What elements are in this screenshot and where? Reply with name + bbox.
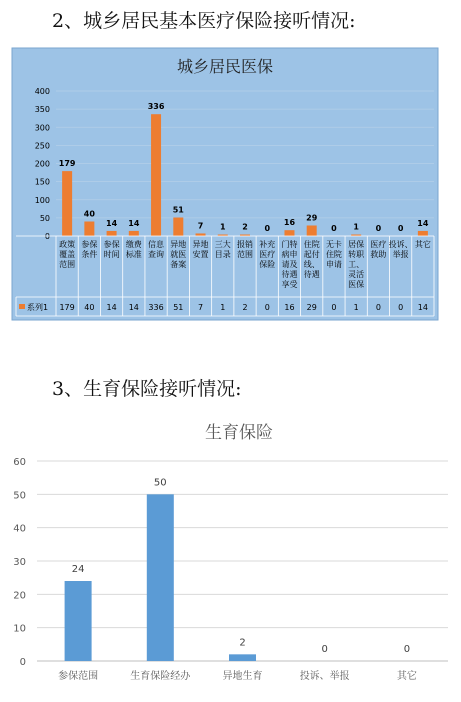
table-value: 51 <box>173 303 184 312</box>
category-label: 异地就医备案 <box>170 240 187 269</box>
category-label: 参保时间 <box>103 240 120 259</box>
bar <box>84 222 94 237</box>
data-label: 336 <box>147 102 165 112</box>
data-label: 0 <box>321 644 328 655</box>
chart-title: 生育保险 <box>205 423 273 443</box>
y-tick-label: 200 <box>34 159 50 169</box>
category-label: 信息查询 <box>148 240 165 259</box>
data-label: 50 <box>153 477 167 489</box>
table-value: 0 <box>264 303 270 312</box>
bar <box>62 171 72 236</box>
data-label: 40 <box>83 209 95 219</box>
table-value: 1 <box>353 303 359 312</box>
table-value: 1 <box>220 303 226 312</box>
data-label: 7 <box>197 221 204 231</box>
category-label: 政策覆盖范围 <box>59 240 76 269</box>
chart-title: 城乡居民医保 <box>176 57 274 76</box>
table-value: 40 <box>84 303 95 312</box>
y-tick-label: 400 <box>34 87 50 96</box>
category-label: 异地生育 <box>222 671 263 682</box>
y-tick-label: 150 <box>34 177 50 187</box>
bar <box>129 231 139 236</box>
bar <box>147 494 174 661</box>
legend-series-name: 系列1 <box>27 303 49 312</box>
category-label: 参保范围 <box>58 671 99 682</box>
table-value: 14 <box>106 303 117 312</box>
data-label: 29 <box>306 213 318 223</box>
bar <box>173 218 183 236</box>
table-value: 0 <box>375 303 381 312</box>
data-label: 1 <box>353 222 359 232</box>
category-label: 其它 <box>396 671 417 682</box>
category-label: 投诉、举报 <box>388 240 413 259</box>
category-label: 生育保险经办 <box>130 671 191 682</box>
category-label: 投诉、举报 <box>299 671 350 682</box>
category-label: 参保条件 <box>81 240 98 259</box>
table-value: 179 <box>59 303 75 312</box>
table-value: 336 <box>148 303 164 312</box>
data-label: 1 <box>219 222 226 232</box>
category-label: 异地安置 <box>192 240 209 259</box>
y-tick-label: 350 <box>34 105 50 115</box>
data-label: 14 <box>106 218 118 228</box>
data-label: 14 <box>128 218 140 228</box>
urban-rural-insurance-chart <box>0 40 461 370</box>
category-label: 其它 <box>414 240 431 249</box>
data-label: 0 <box>331 224 337 233</box>
y-tick-label: 0 <box>44 232 50 241</box>
category-label: 医疗救助 <box>370 240 387 259</box>
category-label: 居保转职工、灵活医保 <box>348 240 365 289</box>
category-label: 缴费标准 <box>125 240 142 259</box>
data-label: 0 <box>264 224 271 233</box>
table-value: 7 <box>197 303 204 312</box>
data-label: 24 <box>71 564 85 575</box>
y-tick-label: 250 <box>34 141 50 151</box>
category-label: 住院起付线、待遇 <box>303 240 320 279</box>
y-tick-label: 10 <box>13 623 26 635</box>
bar <box>229 654 256 661</box>
table-value: 14 <box>128 303 139 312</box>
data-label: 14 <box>417 218 429 228</box>
data-label: 2 <box>239 637 246 649</box>
y-tick-label: 50 <box>39 213 50 223</box>
data-label: 0 <box>397 224 404 233</box>
data-label: 16 <box>283 218 296 228</box>
bar <box>418 231 428 236</box>
category-label: 门特病申请及待遇享受 <box>281 240 298 289</box>
bar <box>307 225 317 236</box>
category-label: 报销范围 <box>237 240 253 259</box>
y-tick-label: 300 <box>34 123 50 133</box>
table-value: 0 <box>398 303 404 312</box>
y-tick-label: 100 <box>34 195 50 205</box>
chart-panel <box>12 48 438 320</box>
bar <box>65 581 92 661</box>
table-value: 2 <box>242 303 248 312</box>
legend-swatch <box>19 304 25 309</box>
y-tick-label: 50 <box>13 490 26 502</box>
category-label: 补充医疗保险 <box>259 240 276 269</box>
y-tick-label: 30 <box>13 557 26 568</box>
data-label: 2 <box>242 222 248 232</box>
data-label: 179 <box>58 159 76 169</box>
section-heading-maternity: 3、生育保险接听情况: <box>52 378 242 400</box>
data-label: 51 <box>172 205 184 215</box>
section-heading-urban-rural: 2、城乡居民基本医疗保险接听情况: <box>52 10 356 32</box>
table-value: 0 <box>331 303 337 312</box>
y-tick-label: 20 <box>13 590 26 602</box>
y-tick-label: 40 <box>13 523 26 535</box>
table-value: 16 <box>284 303 295 312</box>
data-label: 0 <box>375 224 382 233</box>
table-value: 14 <box>417 303 428 312</box>
category-label: 三大目录 <box>214 240 231 259</box>
y-tick-label: 60 <box>13 457 26 468</box>
category-label: 无卡住院申请 <box>325 240 342 269</box>
bar <box>107 231 117 236</box>
maternity-insurance-chart <box>0 402 461 702</box>
bar <box>151 114 161 236</box>
table-value: 29 <box>306 303 317 312</box>
y-tick-label: 0 <box>19 657 26 668</box>
bar <box>284 230 294 236</box>
data-label: 0 <box>403 644 411 655</box>
